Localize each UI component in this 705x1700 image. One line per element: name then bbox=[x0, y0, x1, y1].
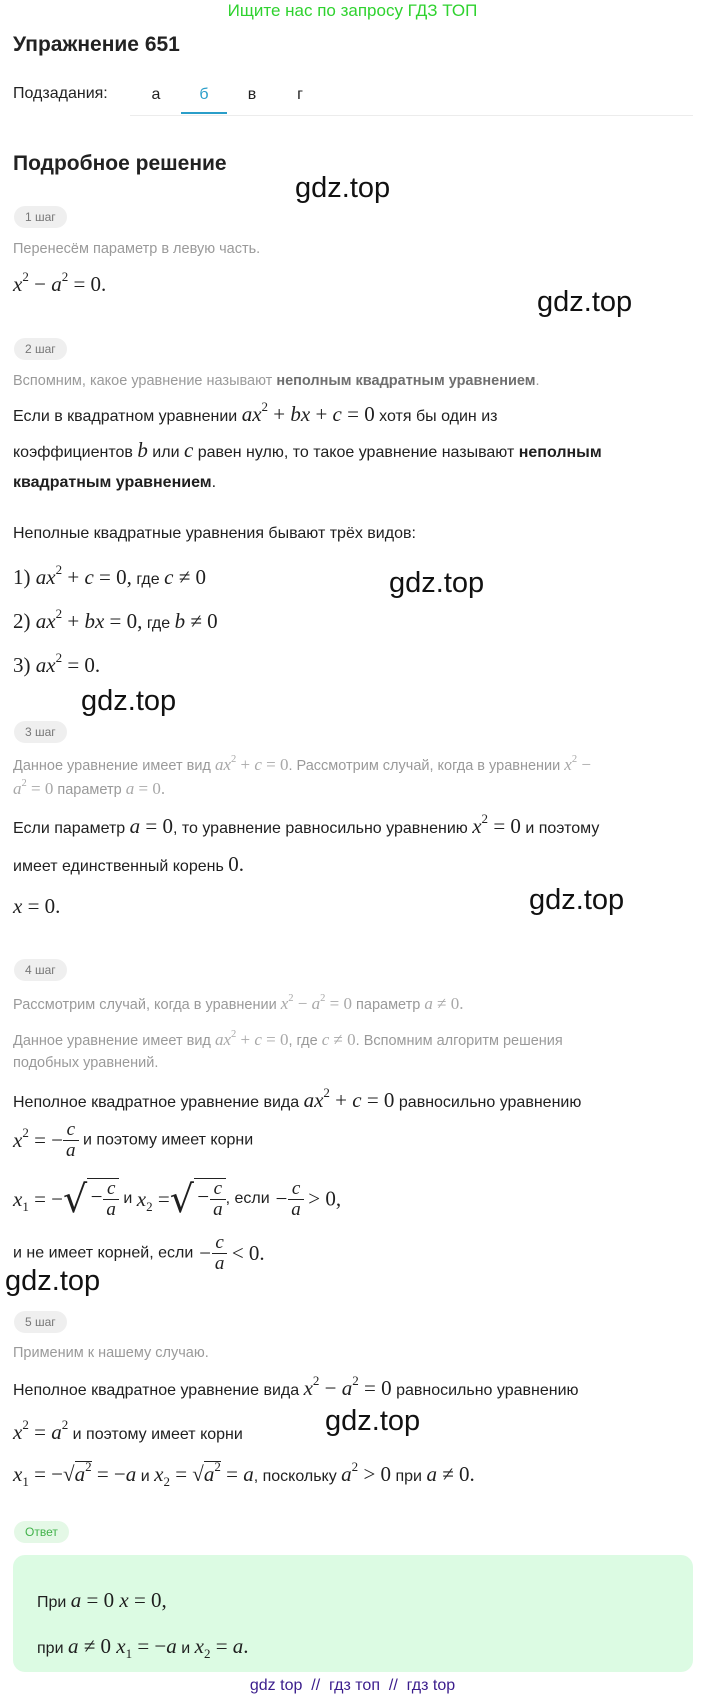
step-4-rule-line-2: $x^2$ = − $\frac{c}{a}$ и поэтому имеет корни bbox=[13, 1119, 254, 1161]
step-4-badge: 4 шаг bbox=[14, 959, 67, 981]
watermark: gdz.top bbox=[325, 1405, 421, 1437]
watermark: gdz.top bbox=[5, 1265, 101, 1297]
step-2-definition-line-1: Если в квадратном уравнении $ax^2$ + bx + c = 0 хотя бы один из bbox=[13, 399, 498, 426]
top-banner[interactable]: Ищите нас по запросу ГДЗ ТОП bbox=[227, 1, 478, 20]
step-5-roots: $x_1 = -√a^2 = -a$ и $x_2 = √a^2 = a$, поскольку $a^2 > 0$ при a ≠ 0. bbox=[13, 1459, 475, 1490]
subtasks-label: Подзадания: bbox=[13, 85, 108, 102]
step-4-text-line-3: подобных уравнений. bbox=[13, 1055, 159, 1071]
step-2-intro: Вспомним, какое уравнение называют неполным квадратным уравнением. bbox=[13, 373, 540, 389]
step-2-kinds: Неполные квадратные уравнения бывают трёх видов: bbox=[13, 525, 416, 542]
step-4-text-line-2: Данное уравнение имеет вид $ax^2 + c = 0$, где c ≠ 0. Вспомним алгоритм решения bbox=[13, 1028, 563, 1049]
step-3-badge: 3 шаг bbox=[14, 721, 67, 743]
step-3-result: x = 0. bbox=[13, 894, 61, 918]
page-title: Упражнение 651 bbox=[13, 33, 180, 56]
watermark: gdz.top bbox=[537, 286, 633, 318]
step-4-no-roots: и не имеет корней, если − $\frac{c}{a}$ < 0. bbox=[13, 1232, 265, 1274]
tab-a[interactable]: а bbox=[151, 86, 161, 103]
step-1-text: Перенесём параметр в левую часть. bbox=[13, 241, 261, 257]
watermark: gdz.top bbox=[295, 172, 391, 204]
step-1-equation: $x^2 - a^2 = 0$. bbox=[13, 269, 107, 296]
watermark: gdz.top bbox=[529, 884, 625, 916]
step-3-text-line-1: Данное уравнение имеет вид $ax^2 + c = 0$. Рассмотрим случай, когда в уравнении $x^2$ − bbox=[13, 753, 591, 774]
step-4-roots: $x_1$ = −√− $\frac{c}{a}$ и $x_2$ =√− $\frac{c}{a}$ , если − $\frac{c}{a}$ > 0, bbox=[13, 1177, 342, 1221]
step-2-definition-line-3: квадратным уравнением. bbox=[13, 474, 217, 491]
step-3-case-line-2: имеет единственный корень 0. bbox=[13, 852, 244, 876]
answer-line-1: При a = 0 x = 0, bbox=[37, 1588, 167, 1612]
step-4-rule-line-1: Неполное квадратное уравнение вида $ax^2 + c = 0$ равносильно уравнению bbox=[13, 1085, 582, 1112]
step-3-text-line-2: $a^2 = 0$ параметр a = 0. bbox=[13, 777, 166, 798]
kind-2: 2) $ax^2$ + bx = 0, где b ≠ 0 bbox=[13, 606, 218, 633]
watermark: gdz.top bbox=[389, 567, 485, 599]
step-5-rule-line-2: $x^2 = a^2$ и поэтому имеет корни bbox=[13, 1417, 243, 1444]
tabs-divider bbox=[130, 115, 693, 116]
kind-3: 3) $ax^2 = 0$. bbox=[13, 650, 101, 677]
answer-badge: Ответ bbox=[14, 1521, 69, 1543]
tab-v[interactable]: в bbox=[247, 86, 257, 103]
step-5-rule-line-1: Неполное квадратное уравнение вида $x^2 - a^2 = 0$ равносильно уравнению bbox=[13, 1373, 579, 1400]
answer-line-2: при a ≠ 0 $x_1 = -a$ и $x_2 = a$. bbox=[37, 1634, 249, 1662]
step-5-text: Применим к нашему случаю. bbox=[13, 1345, 209, 1361]
step-1-badge: 1 шаг bbox=[14, 206, 67, 228]
tab-g[interactable]: г bbox=[297, 86, 303, 103]
step-3-case-line-1: Если параметр a = 0, то уравнение равносильно уравнению $x^2 = 0$ и поэтому bbox=[13, 811, 600, 838]
step-2-badge: 2 шаг bbox=[14, 338, 67, 360]
section-title: Подробное решение bbox=[13, 152, 227, 175]
step-4-text-line-1: Рассмотрим случай, когда в уравнении $x^2 - a^2 = 0$ параметр a ≠ 0. bbox=[13, 992, 464, 1013]
step-2-definition-line-2: коэффициентов b или c равен нулю, то такое уравнение называют неполным bbox=[13, 438, 602, 462]
step-5-badge: 5 шаг bbox=[14, 1311, 67, 1333]
watermark: gdz.top bbox=[81, 685, 177, 717]
tab-b[interactable]: б bbox=[181, 80, 227, 114]
kind-1: 1) $ax^2 + c = 0$, где c ≠ 0 bbox=[13, 562, 206, 589]
footer-links[interactable]: gdz top // гдз топ // гдз top bbox=[249, 1677, 456, 1694]
